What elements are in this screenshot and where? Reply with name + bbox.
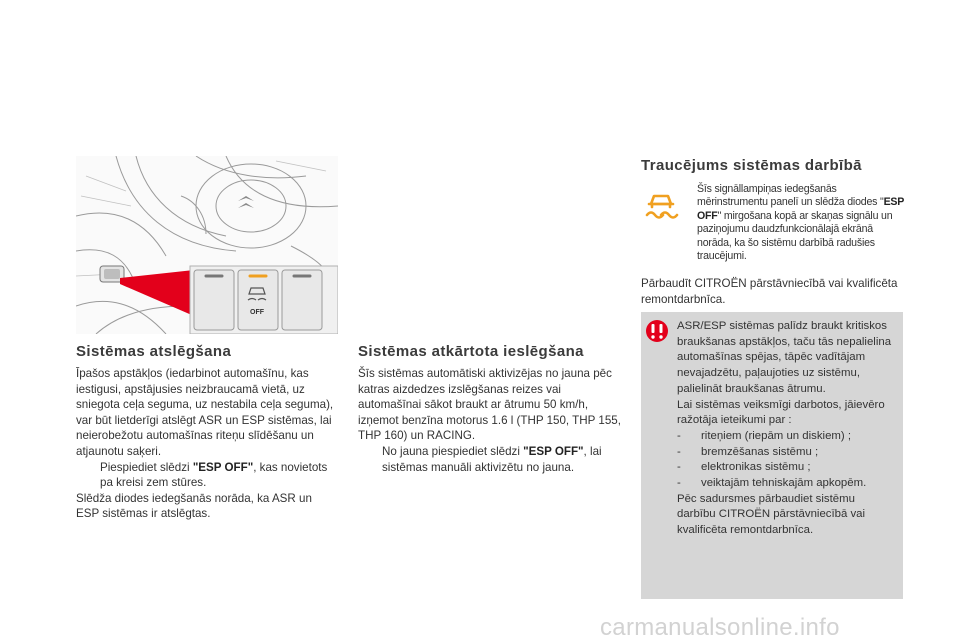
esp-skid-icon [642, 191, 680, 221]
paragraph: ASR/ESP sistēmas palīdz braukt kritiskos braukšanas apstākļos, taču tās nepalielina automašīnas spējas, tāpēc vadītājam nevajadzētu, paļaujoties uz sistēmu, palielināt braukšanas ātrumu. [677, 320, 892, 395]
section-body-disable [76, 366, 338, 522]
list-item: - bremzēšanas sistēmu ; [677, 445, 819, 458]
list-item: - elektronikas sistēmu ; [677, 461, 811, 474]
esp-off-label: "ESP OFF" [523, 444, 584, 458]
paragraph: Šīs sistēmas automātiski aktivizējas no jauna pēc katras aizdedzes izslēgšanas reizes vai automašīnai sākot braukt ar ātrumu 50 km/h, izņemot benzīna motorus 1.6 l (THP 150, THP 155, THP 160) un RACING. [358, 367, 621, 443]
paragraph: Slēdža diodes iedegšanās norāda, ka ASR un ESP sistēmas ir atslēgtas. [76, 491, 312, 521]
esp-off-label: ESP OFF [697, 196, 904, 222]
watermark: carmanualsonline.info [600, 614, 840, 641]
bullet-item: No jauna piespiediet slēdzi "ESP OFF", lai sistēmas manuāli aktivizētu no jauna. [382, 444, 602, 474]
check-dealer-text: Pārbaudīt CITROËN pārstāvniecībā vai kvalificēta remontdarbnīca. [641, 277, 898, 306]
section-title-malfunction: Traucējums sistēmas darbībā [641, 157, 862, 174]
esp-off-label: "ESP OFF" [192, 460, 254, 474]
section-body-reactivate [358, 366, 622, 475]
list-item: - veiktajām tehniskajām apkopēm. [677, 477, 867, 490]
note-text [677, 319, 895, 539]
dashboard-illustration [76, 156, 338, 334]
paragraph: Īpašos apstākļos (iedarbinot automašīnu, kas iestigusi, apstājusies neizbraucamā vietā, uz sniegota ceļa seguma, uz nestabila ceļa seguma), var būt lietderīgi atslēgt ASR un ESP sistēmas, lai neierobežotu automašīnas riteņu slīdēšanu un atjaunotu saķeri. [76, 367, 334, 458]
switch-off-label: OFF [250, 309, 264, 316]
paragraph: Pēc sadursmes pārbaudiet sistēmu darbību CITROËN pārstāvniecībā vai kvalificēta remontdarbnīca. [677, 492, 866, 537]
bullet-item: Piespiediet slēdzi "ESP OFF", kas novietots pa kreisi zem stūres. [100, 460, 328, 490]
paragraph: Lai sistēmas veiksmīgi darbotos, jāievēro ražotāja ieteikumi par : [677, 398, 885, 427]
list-item: - riteņiem (riepām un diskiem) ; [677, 429, 852, 442]
warning-lamp-description: Šīs signāllampiņas iedegšanās mērinstrumentu panelī un slēdža diodes "ESP OFF" mirgošana kopā ar skaņas signālu un paziņojumu daudzfunkcionālajā ekrānā norāda, ka šo sistēmu darbībā radušies traucējumi. [697, 183, 904, 263]
section-title-reactivate: Sistēmas atkārtota ieslēgšana [358, 343, 584, 360]
exclamation-icon [645, 319, 669, 343]
section-title-disable: Sistēmas atslēgšana [76, 343, 232, 360]
